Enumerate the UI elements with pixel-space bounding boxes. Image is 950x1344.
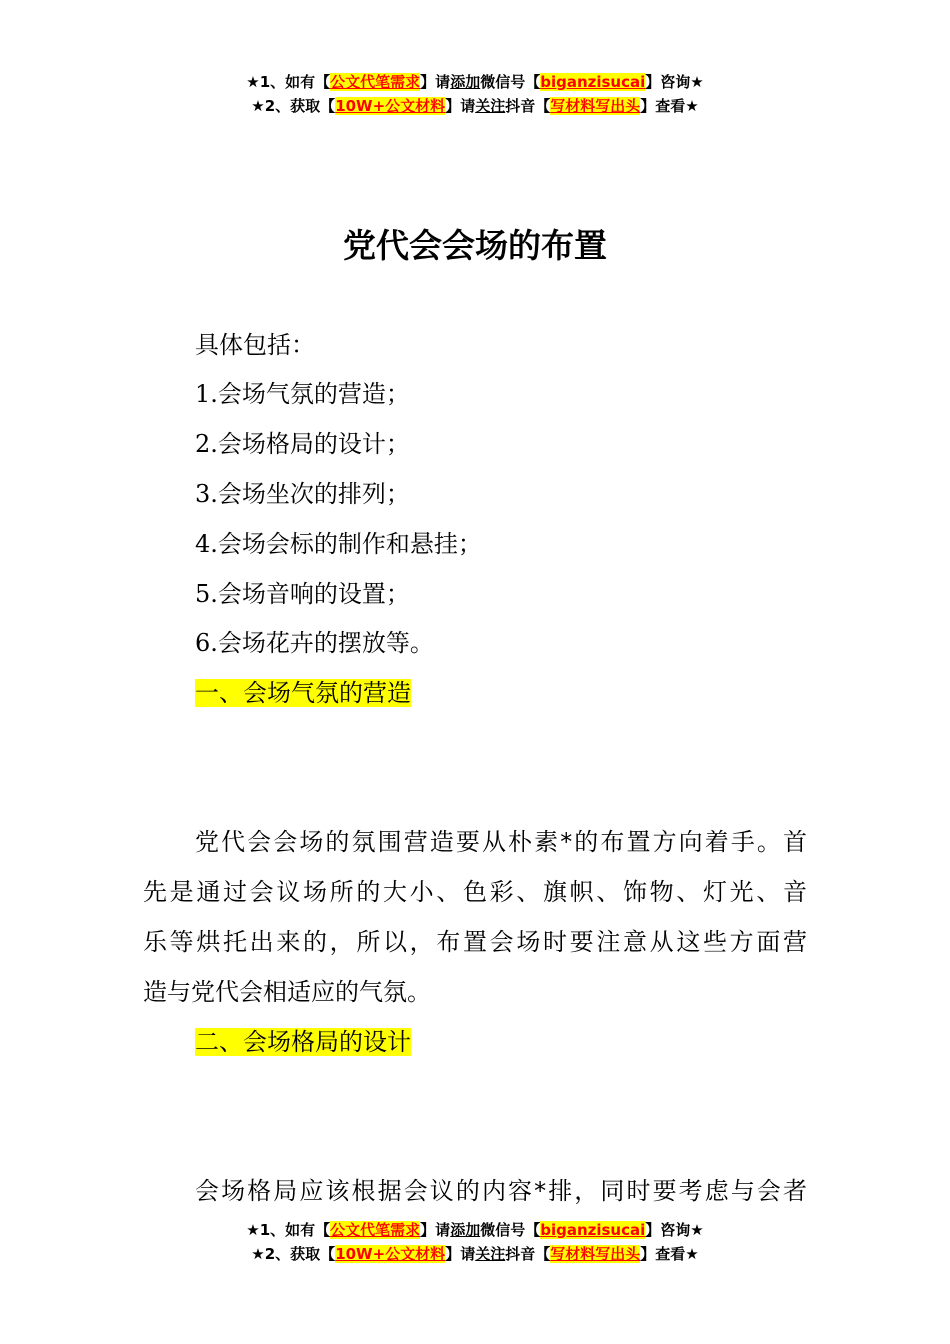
banner-line-1: ★1、如有【公文代笔需求】请添加微信号【biganzisucai】咨询★ (246, 73, 704, 91)
section-1-paragraph (143, 817, 807, 1017)
highlight-materials: 10W+公文材料 (335, 1245, 446, 1263)
banner-line-2: ★2、获取【10W+公文材料】请关注抖音【写材料写出头】查看★ (251, 1245, 699, 1263)
footer-banner (0, 1218, 950, 1266)
highlight-service: 公文代笔需求 (330, 1221, 421, 1239)
paragraph-line: 造与党代会相适应的气氛。 (143, 978, 431, 1006)
list-item: 3.会场坐次的排列； (195, 480, 410, 508)
paragraph-line: 党代会会场的氛围营造要从朴素*的布置方向着手。首 (195, 828, 807, 856)
highlight-douyin-account: 写材料写出头 (550, 1245, 641, 1263)
banner-line-2: ★2、获取【10W+公文材料】请关注抖音【写材料写出头】查看★ (251, 97, 699, 115)
highlight-service: 公文代笔需求 (330, 73, 421, 91)
list-item: 1.会场气氛的营造； (195, 380, 410, 408)
list-item: 6.会场花卉的摆放等。 (195, 629, 434, 657)
section-heading-2: 二、会场格局的设计 (195, 1028, 411, 1056)
paragraph-line: 先是通过会议场所的大小、色彩、旗帜、饰物、灯光、音 (143, 878, 807, 906)
highlight-wechat-id: biganzisucai (540, 1221, 646, 1239)
highlight-materials: 10W+公文材料 (335, 97, 446, 115)
header-banner (0, 70, 950, 118)
highlight-douyin-account: 写材料写出头 (550, 97, 641, 115)
paragraph-line: 乐等烘托出来的，所以，布置会场时要注意从这些方面营 (143, 928, 807, 956)
list-item: 2.会场格局的设计； (195, 430, 410, 458)
section-heading-1: 一、会场气氛的营造 (195, 679, 411, 707)
document-title: 党代会会场的布置 (343, 226, 607, 265)
intro-text: 具体包括： (195, 331, 315, 359)
highlight-wechat-id: biganzisucai (540, 73, 646, 91)
banner-line-1: ★1、如有【公文代笔需求】请添加微信号【biganzisucai】咨询★ (246, 1221, 704, 1239)
list-item: 5.会场音响的设置； (195, 580, 410, 608)
paragraph-line: 会场格局应该根据会议的内容*排，同时要考虑与会者 (195, 1177, 807, 1205)
section-2-paragraph (143, 1166, 807, 1216)
list-item: 4.会场会标的制作和悬挂； (195, 530, 482, 558)
